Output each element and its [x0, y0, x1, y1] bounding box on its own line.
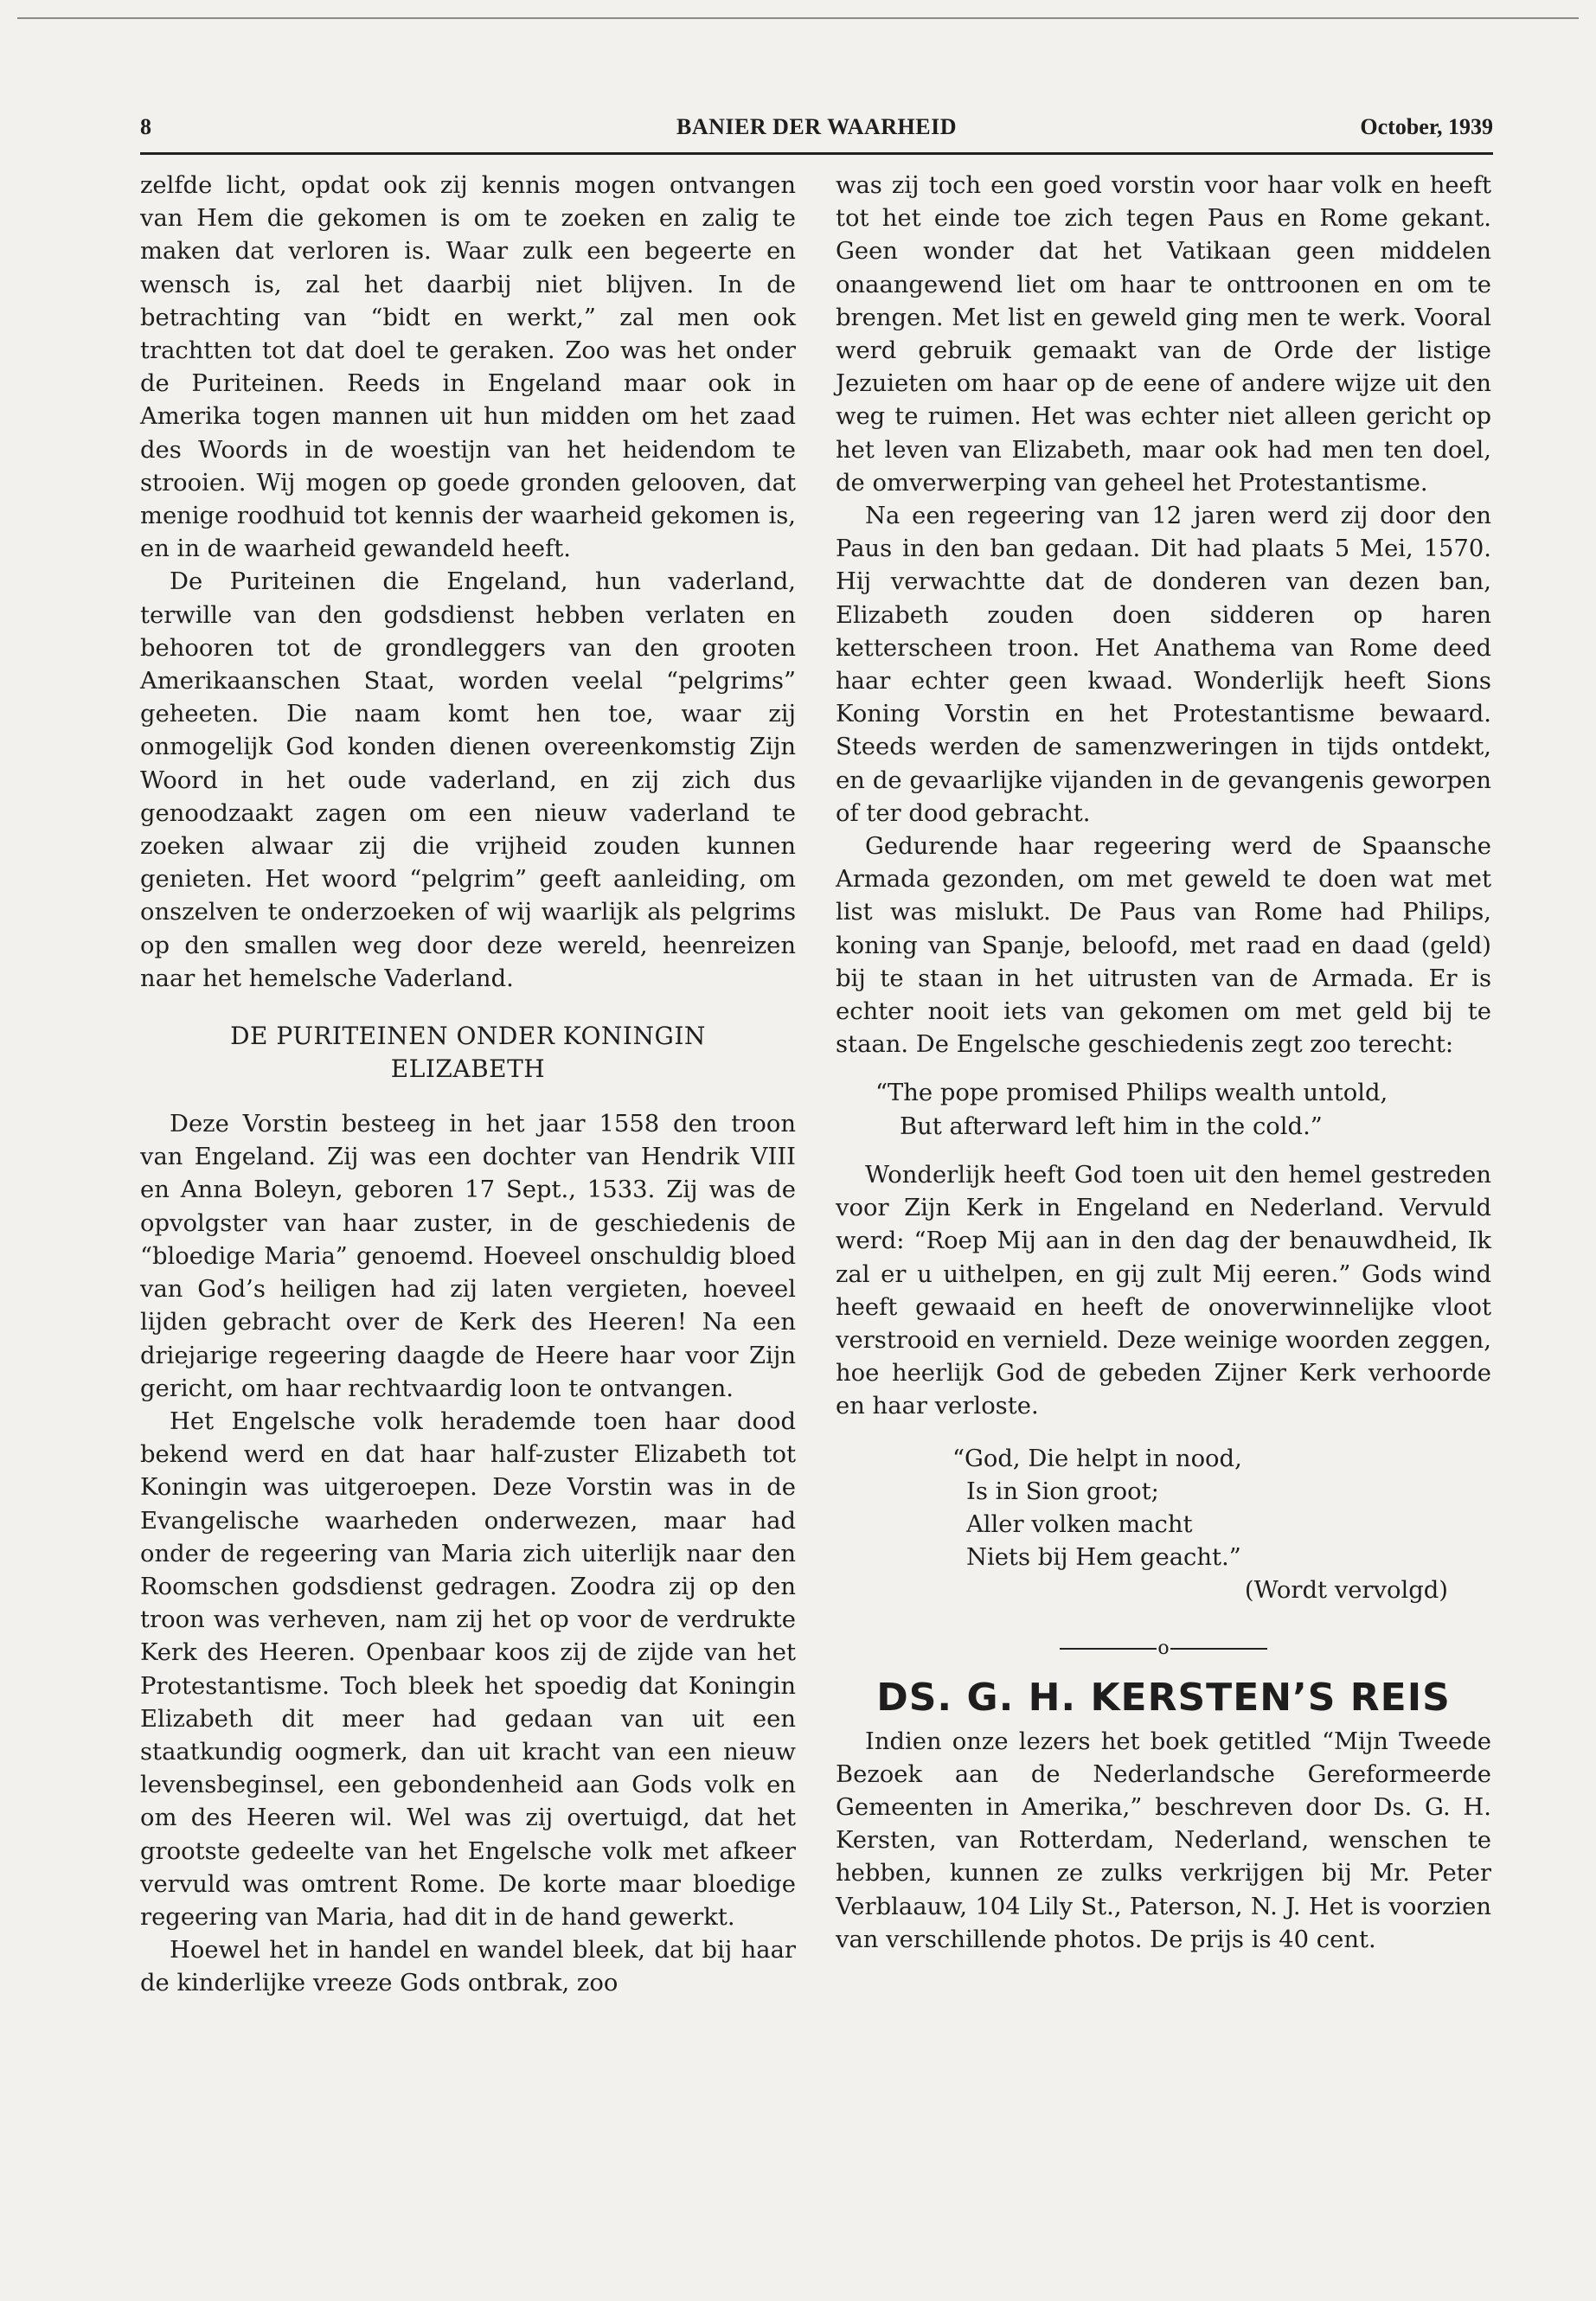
- scan-edge-line: [17, 17, 1579, 19]
- paragraph: was zij toch een goed vorstin voor haar volk en heeft tot het einde toe zich tegen Paus en Rome gekant. Geen wonder dat het Vatikaan geen middelen onaangewend liet om haar te onttroonen en om te brengen. Met list en geweld ging men te werk. Vooral werd gebruik gemaakt van de Orde der listige Jezuieten om haar op de eene of andere wijze uit den weg te ruimen. Het was echter niet alleen gericht op het leven van Elizabeth, maar ook had men ten doel, de omverwerping van geheel het Protestantisme.: [836, 172, 1491, 497]
- verse-quote: [836, 1077, 1491, 1143]
- paragraph: Het Engelsche volk herademde toen haar dood bekend werd en dat haar half-zuster Elizabeth tot Koningin was uitgeroepen. Deze Vorstin was in de Evangelische waarheden onderwezen, maar had onder de regeering van Maria zich uiterlijk naar den Roomschen godsdienst gedragen. Zoodra zij op den troon was verheven, nam zij het op voor de verdrukte Kerk des Heeren. Openbaar koos zij de zijde van het Protestantisme. Toch bleek het spoedig dat Koningin Elizabeth dit meer had gedaan van uit een staatkundig oogmerk, dan uit kracht van een nieuw levensbeginsel, een gebondenheid aan Gods volk en om des Heeren wil. Wel was zij overtuigd, dat het grootste gedeelte van het Engelsche volk met afkeer vervuld was omtrent Rome. De korte maar bloedige regeering van Maria, had dit in de hand gewerkt.: [140, 1407, 796, 1931]
- separator-rule: [1060, 1648, 1157, 1650]
- paragraph: De Puriteinen die Engeland, hun vaderland, terwille van den godsdienst hebben verlaten en behooren tot de grondleggers van den grooten Amerikaanschen Staat, worden veelal “pelgrims” geheeten. Die naam komt hen toe, waar zij onmogelijk God konden dienen overeenkomstig Zijn Woord in het oude vaderland, en zij zich dus genoodzaakt zagen om een nieuw vaderland te zoeken alwaar zij die vrijheid zouden kunnen genieten. Het woord “pelgrim” geeft aanleiding, om onszelven te onderzoeken of wij waarlijk als pelgrims op den smallen weg door deze wereld, heenreizen naar het hemelsche Vaderland.: [140, 568, 796, 992]
- continued-note: (Wordt vervolgd): [1244, 1577, 1448, 1605]
- paragraph: zelfde licht, opdat ook zij kennis mogen ontvangen van Hem die gekomen is om te zoeken en zalig te maken dat verloren is. Waar zulk een begeerte en wensch is, zal het daarbij niet blijven. In de betrachting van “bidt en werkt,” zal men ook trachtten tot dat doel te geraken. Zoo was het onder de Puriteinen. Reeds in Engeland maar ook in Amerika togen mannen uit hun midden om het zaad des Woords in de woestijn van het heidendom te strooien. Wij mogen op goede gronden gelooven, dat menige roodhuid tot kennis der waarheid gekomen is, en in de waarheid gewandeld heeft.: [140, 172, 796, 563]
- separator-rule: [1170, 1648, 1267, 1650]
- page-number: 8: [140, 114, 151, 139]
- issue-date: October, 1939: [1360, 114, 1493, 139]
- running-header: [140, 114, 1493, 149]
- left-column: [140, 170, 796, 2001]
- notice-body: Indien onze lezers het boek getitled “Mijn Tweede Bezoek aan de Nederlandsche Gereformeerde Gemeenten in Amerika,” beschreven door Ds. G. H. Kersten, van Rotterdam, Nederland, wenschen te hebben, kunnen ze zulks verkrijgen bij Mr. Peter Verblaauw, 104 Lily St., Paterson, N. J. Het is voorzien van verschillende photos. De prijs is 40 cent.: [836, 1727, 1491, 1953]
- section-heading-line: DE PURITEINEN ONDER KONINGIN: [230, 1022, 706, 1051]
- paragraph: Wonderlijk heeft God toen uit den hemel gestreden voor Zijn Kerk in Engeland en Nederland. Vervuld werd: “Roep Mij aan in den dag der benauwdheid, Ik zal er u uithelpen, en gij zult Mij eeren.” Gods wind heeft gewaaid en heeft de onoverwinnelijke vloot verstrooid en vernield. Deze weinige woorden zeggen, hoe heerlijk God de gebeden Zijner Kerk verhoorde en haar verloste.: [836, 1161, 1491, 1420]
- header-rule: [140, 152, 1493, 155]
- paragraph: Gedurende haar regeering werd de Spaansche Armada gezonden, om met geweld te doen wat met list was mislukt. De Paus van Rome had Philips, koning van Spanje, beloofd, met raad en daad (geld) bij te staan in het uitrusten van de Armada. Er is echter nooit iets van gekomen om met geld bij te staan. De Engelsche geschiedenis zegt zoo terecht:: [836, 833, 1491, 1059]
- poem-line: Is in Sion groot;: [966, 1477, 1159, 1505]
- paragraph: Hoewel het in handel en wandel bleek, dat bij haar de kinderlijke vreeze Gods ontbrak, zoo: [140, 1937, 796, 1997]
- paragraph: Deze Vorstin besteeg in het jaar 1558 den troon van Engeland. Zij was een dochter van Hendrik VIII en Anna Boleyn, geboren 17 Sept., 1533. Zij was de opvolgster van haar zuster, in de geschiedenis de “bloedige Maria” genoemd. Hoeveel onschuldig bloed van God’s heiligen had zij laten vergieten, hoeveel lijden gebracht over de Kerk des Heeren! Na een driejarige regeering daagde de Heere haar voor Zijn gericht, om haar rechtvaardig loon te ontvangen.: [140, 1111, 796, 1402]
- section-heading: [140, 1020, 796, 1086]
- section-heading-line: ELIZABETH: [390, 1054, 546, 1084]
- quote-line: “The pope promised Philips wealth untold,: [875, 1080, 1388, 1107]
- separator-mark: o: [1157, 1637, 1170, 1659]
- publication-title: BANIER DER WAARHEID: [676, 114, 957, 139]
- poem-line: Niets bij Hem geacht.”: [966, 1544, 1241, 1572]
- right-column: [836, 170, 1491, 1957]
- poem-line: “God, Die helpt in nood,: [952, 1445, 1242, 1472]
- poem: [836, 1443, 1491, 1608]
- quote-line: But afterward left him in the cold.”: [900, 1112, 1323, 1140]
- poem-line: Aller volken macht: [966, 1510, 1193, 1538]
- notice-title: DS. G. H. KERSTEN’S REIS: [876, 1675, 1451, 1720]
- section-separator: [836, 1636, 1491, 1662]
- paragraph: Na een regeering van 12 jaren werd zij door den Paus in den ban gedaan. Dit had plaats 5 Mei, 1570. Hij verwachtte dat de donderen van dezen ban, Elizabeth zouden doen sidderen op haren ketterscheen troon. Het Anathema van Rome deed haar echter geen kwaad. Wonderlijk heeft Sions Koning Vorstin en het Protestantisme bewaard. Steeds werden de samenzweringen in tijds ontdekt, en de gevaarlijke vijanden in de gevangenis geworpen of ter dood gebracht.: [836, 503, 1491, 827]
